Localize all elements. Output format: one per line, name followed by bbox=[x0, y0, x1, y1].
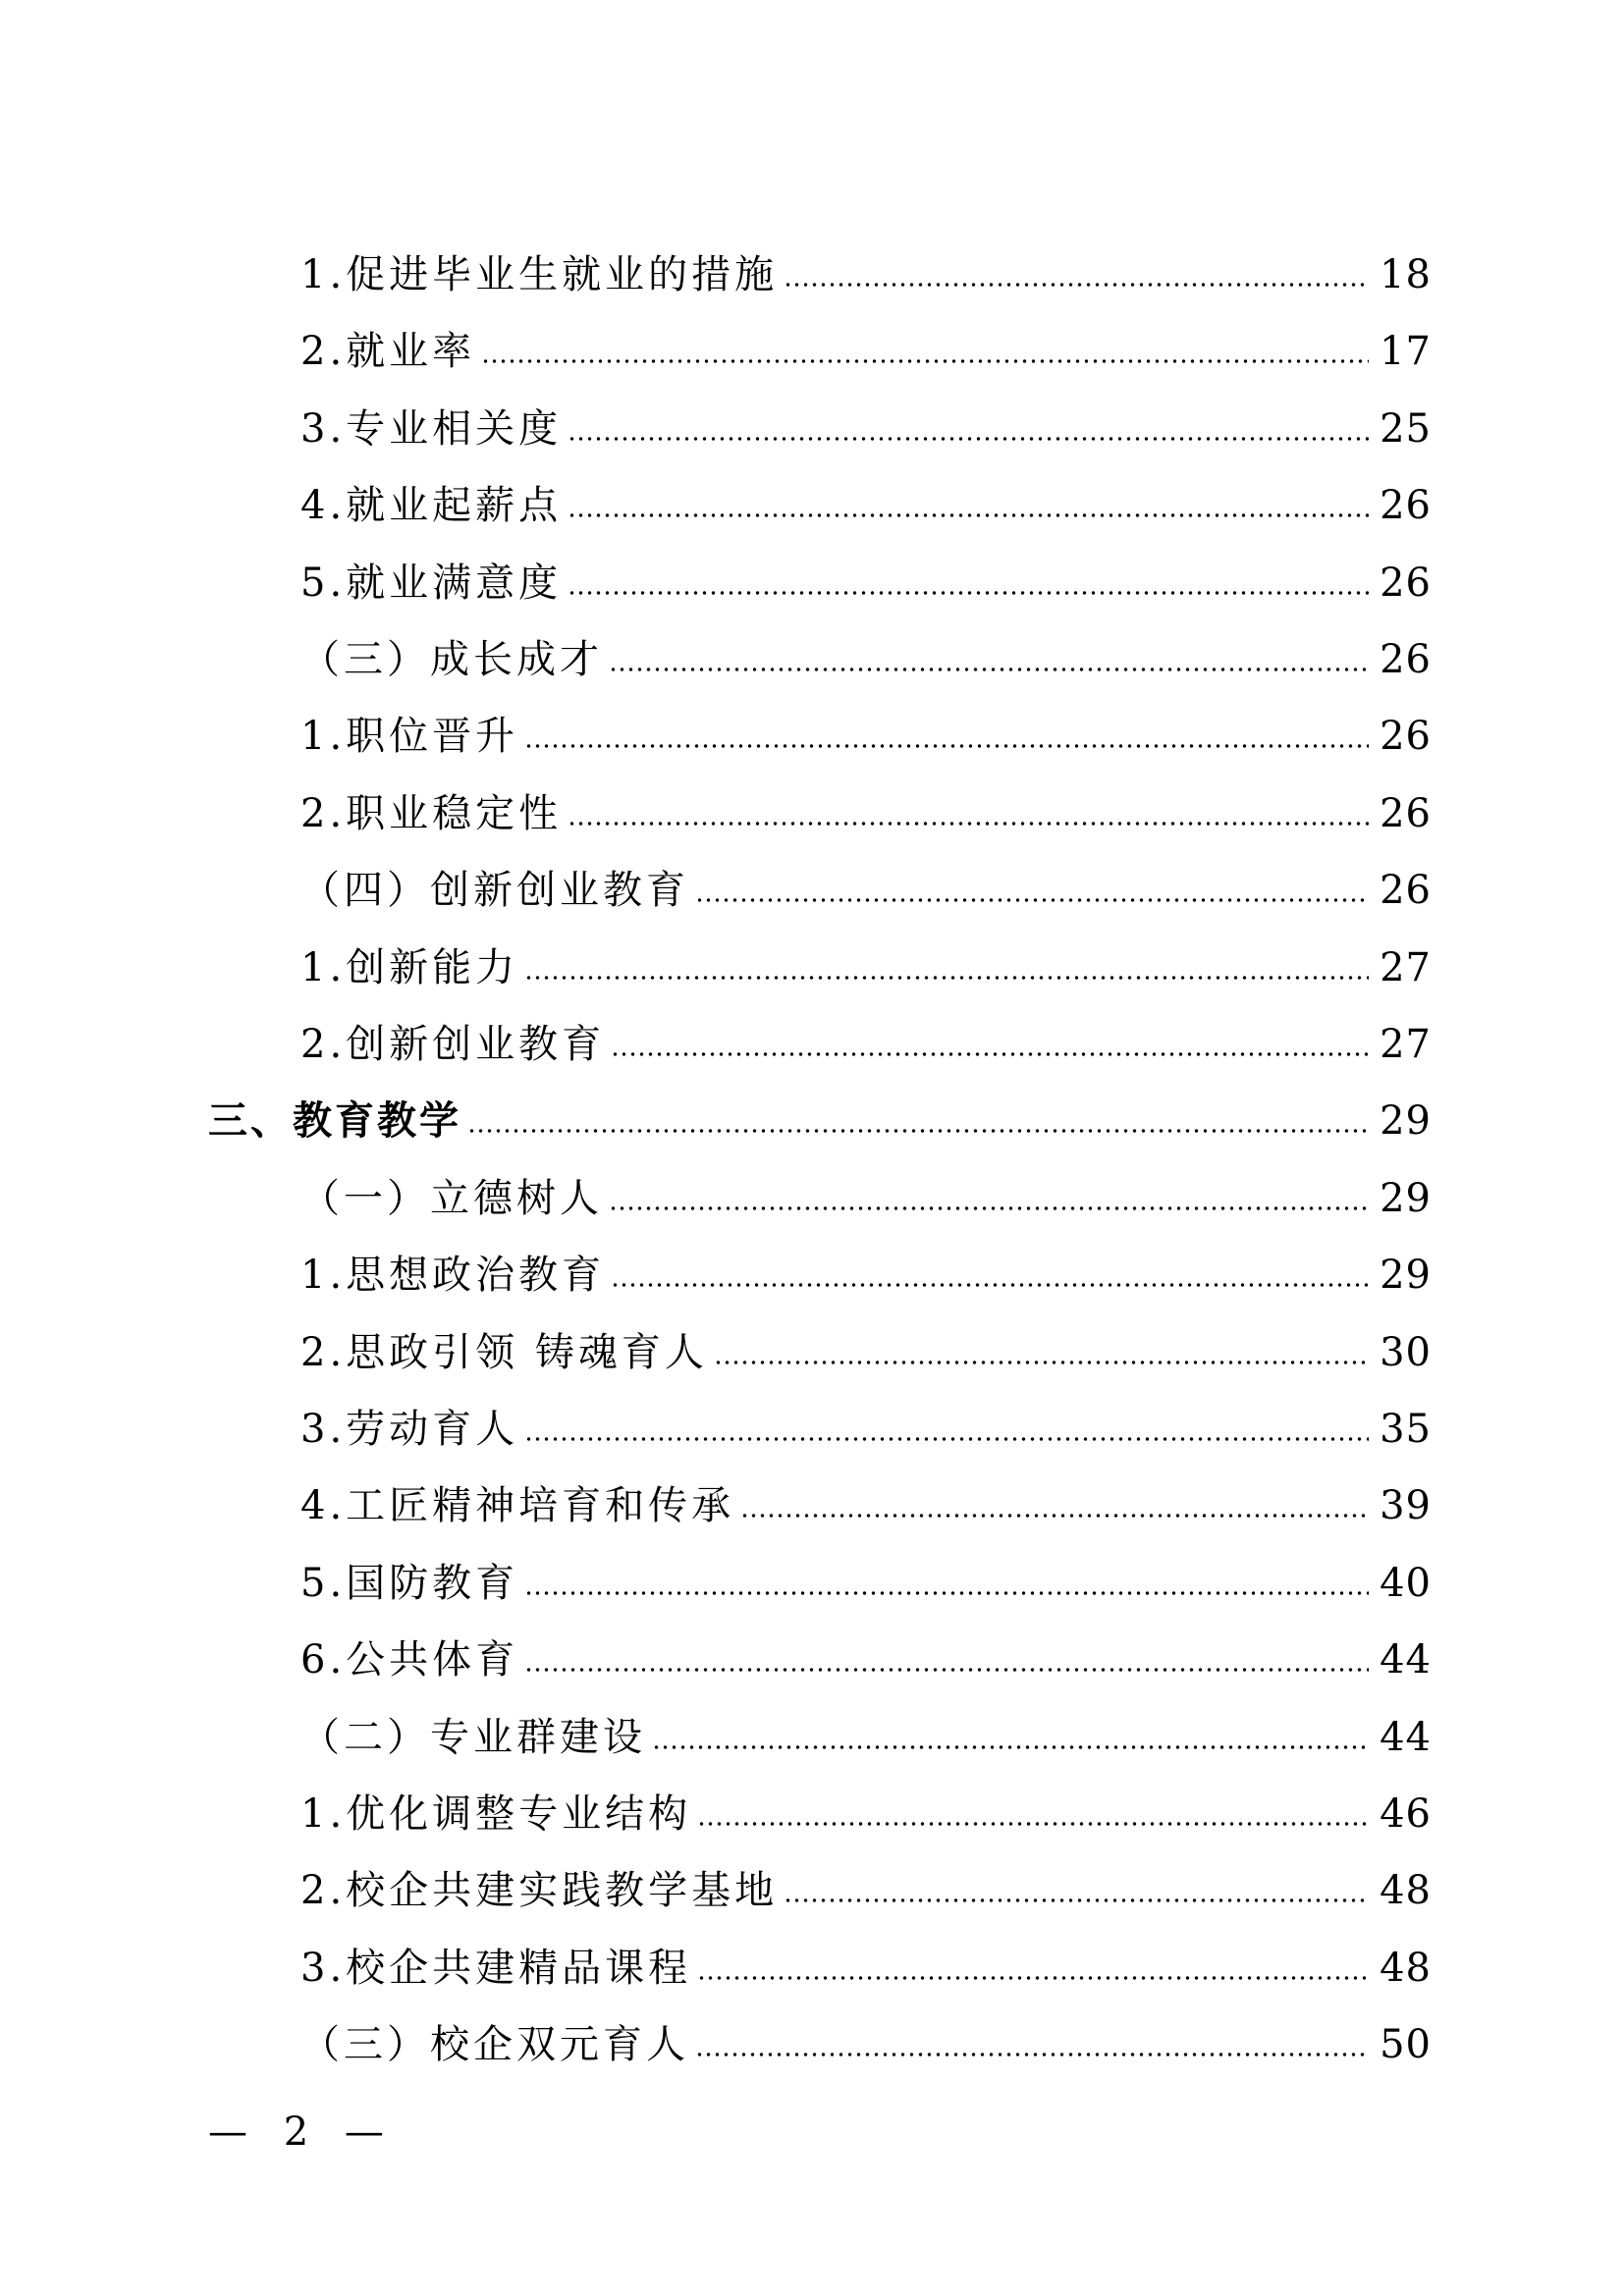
toc-entry-title: 5.就业满意度 bbox=[300, 560, 563, 606]
toc-entry[interactable] bbox=[0, 1929, 1432, 1991]
toc-entry-title: 1.创新能力 bbox=[300, 944, 519, 990]
toc-entry-title: 6.公共体育 bbox=[300, 1637, 519, 1683]
toc-entry-page-number: 29 bbox=[1380, 1175, 1432, 1221]
toc-entry-title: （一）立德树人 bbox=[300, 1175, 603, 1221]
toc-entry-page-number: 50 bbox=[1380, 2022, 1432, 2068]
dot-leader bbox=[697, 1976, 1369, 1980]
toc-entry-page-number: 18 bbox=[1380, 252, 1432, 297]
dot-leader bbox=[524, 1668, 1369, 1672]
toc-entry[interactable] bbox=[0, 1467, 1432, 1529]
toc-entry[interactable] bbox=[0, 544, 1432, 606]
toc-entry-title: 2.就业率 bbox=[300, 329, 476, 375]
toc-entry[interactable] bbox=[0, 1390, 1432, 1452]
dot-leader bbox=[524, 744, 1369, 748]
dot-leader bbox=[467, 1129, 1369, 1133]
toc-entry-title: 1.思想政治教育 bbox=[300, 1253, 606, 1299]
toc-entry[interactable] bbox=[0, 1005, 1432, 1067]
toc-entry[interactable] bbox=[0, 312, 1432, 375]
toc-entry-title: 4.工匠精神培育和传承 bbox=[300, 1483, 735, 1529]
toc-entry-page-number: 29 bbox=[1380, 1098, 1432, 1145]
toc-entry-page-number: 26 bbox=[1380, 790, 1432, 836]
dot-leader bbox=[524, 976, 1369, 980]
dot-leader bbox=[568, 513, 1369, 517]
toc-entry[interactable] bbox=[0, 390, 1432, 452]
toc-entry[interactable] bbox=[0, 697, 1432, 760]
toc-entry-page-number: 26 bbox=[1380, 714, 1432, 760]
toc-entry-title: （四）创新创业教育 bbox=[300, 868, 689, 914]
toc-entry-title: 3.劳动育人 bbox=[300, 1407, 519, 1452]
toc-entry[interactable] bbox=[0, 620, 1432, 682]
toc-entry-title: 2.职业稳定性 bbox=[300, 790, 563, 836]
dot-leader bbox=[568, 591, 1369, 595]
dot-leader bbox=[568, 822, 1369, 826]
toc-entry-title: 5.国防教育 bbox=[300, 1560, 519, 1606]
toc-entry-title: 1.职位晋升 bbox=[300, 714, 519, 760]
toc-entry-title: 2.创新创业教育 bbox=[300, 1022, 606, 1067]
toc-entry-page-number: 26 bbox=[1380, 868, 1432, 914]
toc-entry[interactable] bbox=[0, 774, 1432, 836]
toc-entry-page-number: 39 bbox=[1380, 1483, 1432, 1529]
dot-leader bbox=[697, 1822, 1369, 1826]
toc-entry[interactable] bbox=[0, 466, 1432, 529]
toc-entry-page-number: 29 bbox=[1380, 1253, 1432, 1299]
toc-entry[interactable] bbox=[0, 1698, 1432, 1760]
dot-leader bbox=[568, 437, 1369, 441]
toc-entry-title: 3.校企共建精品课程 bbox=[300, 1945, 692, 1991]
toc-entry-page-number: 40 bbox=[1380, 1560, 1432, 1606]
dot-leader bbox=[695, 2053, 1369, 2056]
toc-entry-page-number: 27 bbox=[1380, 1022, 1432, 1067]
toc-entry[interactable] bbox=[0, 1621, 1432, 1683]
toc-entry-title: 2.校企共建实践教学基地 bbox=[300, 1868, 779, 1914]
toc-entry-title: （三）成长成才 bbox=[300, 637, 603, 682]
toc-entry-title: （三）校企双元育人 bbox=[300, 2022, 689, 2068]
toc-entry-page-number: 26 bbox=[1380, 483, 1432, 529]
dot-leader bbox=[524, 1437, 1369, 1441]
toc-entry[interactable] bbox=[0, 1851, 1432, 1914]
toc-entry-page-number: 46 bbox=[1380, 1791, 1432, 1837]
toc-entry[interactable] bbox=[0, 1313, 1432, 1375]
dot-leader bbox=[524, 1591, 1369, 1595]
toc-entry[interactable] bbox=[0, 929, 1432, 988]
dot-leader bbox=[652, 1745, 1369, 1749]
toc-entry[interactable] bbox=[0, 1544, 1432, 1606]
toc-entry-page-number: 26 bbox=[1380, 637, 1432, 682]
toc-entry-title: 1.促进毕业生就业的措施 bbox=[300, 252, 779, 297]
dot-leader bbox=[784, 283, 1369, 287]
page-number-footer: — 2 — bbox=[208, 2109, 396, 2155]
toc-entry-page-number: 27 bbox=[1380, 944, 1432, 990]
toc-entry[interactable] bbox=[0, 1775, 1432, 1837]
toc-entry[interactable] bbox=[0, 1236, 1432, 1299]
toc-entry-page-number: 48 bbox=[1380, 1868, 1432, 1914]
dot-leader bbox=[714, 1361, 1369, 1364]
toc-entry-page-number: 26 bbox=[1380, 560, 1432, 606]
toc-entry[interactable] bbox=[0, 2005, 1432, 2068]
toc-entry-title: 3.专业相关度 bbox=[300, 405, 563, 452]
toc-entry-title: 4.就业起薪点 bbox=[300, 483, 563, 529]
toc-entry-title: 三、教育教学 bbox=[208, 1098, 461, 1145]
dot-leader bbox=[609, 667, 1369, 671]
dot-leader bbox=[611, 1052, 1369, 1056]
toc-entry-title: （二）专业群建设 bbox=[300, 1714, 646, 1760]
toc-entry-page-number: 35 bbox=[1380, 1407, 1432, 1452]
toc-entry[interactable] bbox=[0, 1082, 1432, 1145]
toc-entry-page-number: 44 bbox=[1380, 1714, 1432, 1760]
dot-leader bbox=[695, 898, 1369, 902]
toc-entry-page-number: 44 bbox=[1380, 1637, 1432, 1683]
toc-entry[interactable] bbox=[0, 236, 1432, 297]
toc-entry-title: 2.思政引领 铸魂育人 bbox=[300, 1329, 708, 1375]
toc-entry-page-number: 17 bbox=[1380, 329, 1432, 375]
dot-leader bbox=[481, 359, 1369, 363]
toc-entry[interactable] bbox=[0, 851, 1432, 914]
toc-entry-title: 1.优化调整专业结构 bbox=[300, 1791, 692, 1837]
toc-entry-page-number: 25 bbox=[1380, 405, 1432, 452]
toc-entry[interactable] bbox=[0, 1159, 1432, 1221]
toc-entry-page-number: 48 bbox=[1380, 1945, 1432, 1991]
dot-leader bbox=[609, 1206, 1369, 1210]
toc-entry-page-number: 30 bbox=[1380, 1329, 1432, 1375]
dot-leader bbox=[611, 1283, 1369, 1287]
dot-leader bbox=[784, 1898, 1369, 1902]
dot-leader bbox=[740, 1514, 1369, 1518]
